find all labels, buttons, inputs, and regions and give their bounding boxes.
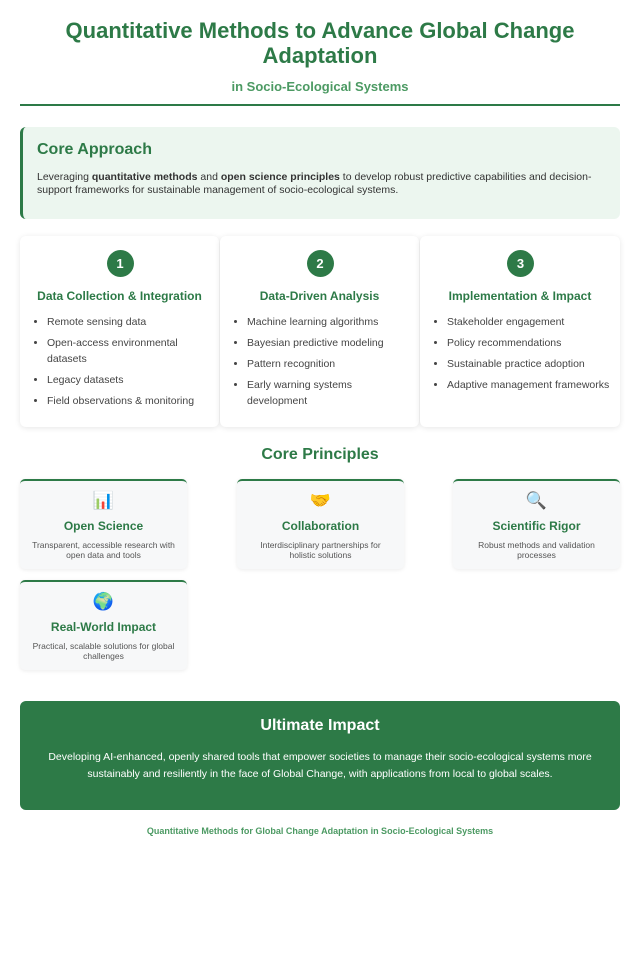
principle-card-collaboration [237,479,404,569]
list-item: • Policy recommendations [447,335,614,351]
page-title: Quantitative Methods to Advance Global Change Adaptation [65,18,575,68]
bar-chart-icon: 📊 [92,491,115,510]
core-text-bold-methods: quantitative methods [91,171,198,183]
list-item: • Pattern recognition [247,356,413,372]
list-item: • Legacy datasets [47,372,213,388]
principle-description: Practical, scalable solutions for global challenges [32,641,175,661]
list-item: • Sustainable practice adoption [447,356,614,372]
page-subtitle: in Socio-Ecological Systems [231,79,409,94]
header-divider [20,104,620,106]
principle-name: Collaboration [281,519,360,533]
footer-text: Quantitative Methods for Global Change Adaptation in Socio-Ecological Systems [146,826,494,836]
step-title: Data-Driven Analysis [259,289,380,303]
principle-description: Transparent, accessible research with open data and tools [32,540,175,560]
list-item: • Machine learning algorithms [247,314,413,330]
list-item: • Bayesian predictive modeling [247,335,413,351]
impact-text: Developing AI-enhanced, openly shared tools that empower societies to manage their socio-ecological systems more sustainably and resiliently in the face of Global Change, with applications from local to global scales. [48,751,592,780]
list-item: • Open-access environmental datasets [47,335,213,367]
list-item: • Field observations & monitoring [47,393,213,409]
principle-card-open-science [20,479,187,569]
step-title: Data Collection & Integration [37,289,202,303]
core-text-suffix: to develop robust predictive capabilities and decision-support frameworks for sustainable management of socio-ecological systems. [37,171,592,196]
list-item: • Adaptive management frameworks [447,377,614,393]
handshake-icon: 🤝 [309,491,332,510]
principle-card-real-world-impact [20,580,187,670]
magnifier-icon: 🔍 [525,491,548,510]
header [0,0,640,94]
principle-name: Open Science [63,519,144,533]
step-list [233,314,413,414]
step-number-badge: 2 [307,250,334,277]
core-approach-panel [20,127,620,219]
impact-heading: Ultimate Impact [260,717,380,734]
list-item: • Remote sensing data [47,314,213,330]
principle-name: Scientific Rigor [492,519,581,533]
step-list [433,314,614,398]
core-approach-heading: Core Approach [37,141,152,158]
globe-icon: 🌍 [92,592,115,611]
core-text-bold-principles: open science principles [220,171,340,183]
steps-row [20,236,620,427]
list-item: • Early warning systems development [247,377,413,409]
step-number-badge: 1 [107,250,134,277]
core-principles-heading: Core Principles [261,446,379,463]
principle-card-scientific-rigor [453,479,620,569]
core-approach-text [37,171,604,197]
ultimate-impact-panel [20,701,620,810]
step-card-1 [20,236,219,427]
step-card-2 [220,236,419,427]
step-card-3 [420,236,620,427]
step-list [33,314,213,414]
principle-description: Interdisciplinary partnerships for holistic solutions [260,540,381,560]
step-title: Implementation & Impact [448,289,592,303]
principle-description: Robust methods and validation processes [478,540,595,560]
core-text-prefix: Leveraging [37,171,92,183]
list-item: • Stakeholder engagement [447,314,614,330]
principle-name: Real-World Impact [50,620,157,634]
step-number-badge: 3 [507,250,534,277]
core-text-mid: and [197,171,221,183]
